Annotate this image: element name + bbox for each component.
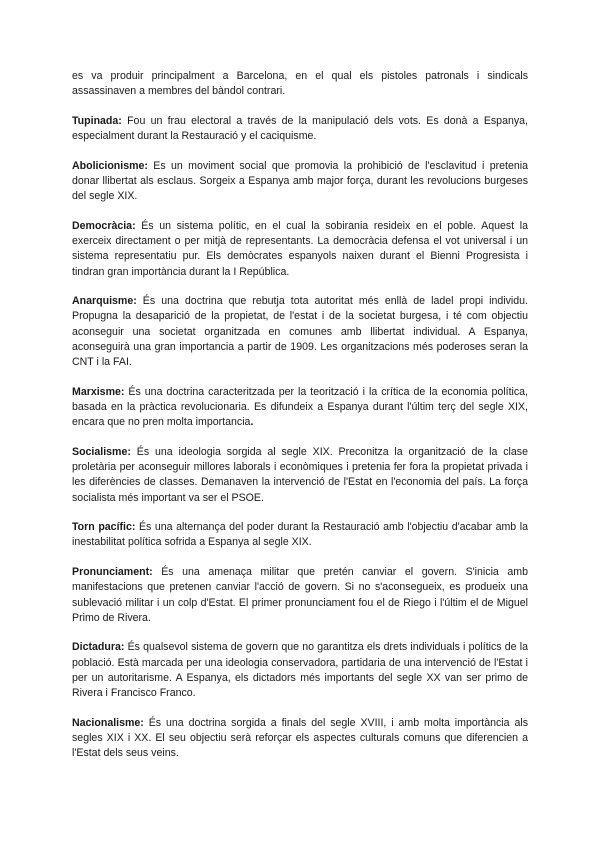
entry-term: Abolicionisme: <box>72 159 148 172</box>
entry-pronunciament <box>72 565 528 626</box>
entry-term: Torn pacífic: <box>72 521 136 534</box>
entry-term: Socialisme: <box>72 445 131 458</box>
entry-tail: . <box>250 416 254 429</box>
entry-term: Anarquisme: <box>72 295 137 308</box>
document-page <box>72 69 528 776</box>
entry-torn-pacific <box>72 520 528 551</box>
entry-definition: Fou un frau electoral a través de la manipulació dels vots. Es donà a Espanya, especialment durant la Restauració y el caciquisme. <box>72 114 528 143</box>
entry-term: Dictadura: <box>72 641 125 654</box>
entry-term: Tupinada: <box>72 114 122 127</box>
entry-anarquisme <box>72 294 528 370</box>
entry-definition: Es un moviment social que promovia la prohibició de l'esclavitud i pretenia donar llibertat als esclaus. Sorgeix a Espanya amb major força, durant les revolucions burgeses del segle XIX. <box>72 159 528 203</box>
entry-definition: És una doctrina sorgida a finals del segle XVIII, i amb molta importància als segles XIX i XX. El seu objectiu serà reforçar els aspectes culturals comuns que diferencien a l'Estat dels seus veins. <box>72 716 528 760</box>
entry-nacionalisme <box>72 716 528 762</box>
entry-democracia <box>72 219 528 280</box>
entry-term: Democràcia: <box>72 219 136 232</box>
intro-paragraph: es va produir principalment a Barcelona, en el qual els pistoles patronals i sindicals assassinaven a membres del bàndol contrari. <box>72 70 528 98</box>
entry-term: Marxisme: <box>72 385 125 398</box>
entry-definition: És una amenaça militar que pretén canviar el govern. S'inicia amb manifestacions que pretenen canviar l'acció de govern. Si no s'aconsegueix, es produeix una sublevació militar i un colp d'Estat. El primer pronunciament fou el de Riego i l'últim el de Miguel Primo de Rivera. <box>72 565 528 624</box>
entry-definition: És una doctrina que rebutja tota autoritat més enllà de ladel propi individu. Propugna la desaparició de la propietat, de l'estat i de la societat burgesa, i té com objectiu aconseguir una societat organitzada en comunes amb llibertat individual. A Espanya, aconseguirà una gran importancia a partir de 1909. Les organitzacions més poderoses seran la CNT i la FAI. <box>72 295 528 369</box>
entry-definition: És una doctrina caracteritzada per la teorització i la crítica de la economia política, basada en la pràctica revolucionaria. Es difundeix a Espanya durant l'últim terç del segle XIX, encara que no pren molta importancia <box>72 385 528 429</box>
entry-definition: És qualsevol sistema de govern que no garantitza els drets individuals i polítics de la població. Està marcada per una ideologia conservadora, partidaria de una intervenció de l'Estat i per un autoritarisme. A Espanya, els dictadors més importants del segle XX van ser primo de Rivera i Francisco Franco. <box>72 641 528 700</box>
entry-tupinada <box>72 114 528 145</box>
entry-marxisme <box>72 385 528 431</box>
entry-socialisme <box>72 445 528 506</box>
entry-dictadura <box>72 640 528 701</box>
entry-term: Pronunciament: <box>72 565 153 578</box>
entry-abolicionisme <box>72 159 528 205</box>
entry-definition: És una alternança del poder durant la Restauració amb l'objectiu d'acabar amb la inestabilitat política sofrida a Espanya al segle XIX. <box>72 521 528 549</box>
entry-definition: És un sistema polític, en el cual la sobirania resideix en el poble. Aquest la exerceix directament o per mitjà de representants. La democràcia defensa el vot universal i un sistema representatiu pur. Els demòcrates espanyols naixen durant el Bienni Progresista i tindran gran importància durant la I República. <box>72 219 528 278</box>
entry-term: Nacionalisme: <box>72 716 144 729</box>
entry-definition: És una ideologia sorgida al segle XIX. Preconitza la organització de la clase proletària per aconseguir millores laborals i econòmiques i pretenia fer fora la propietat privada i les diferències de classes. Demanaven la intervenció de l'Estat en l'economia del país. La força socialista més important va ser el PSOE. <box>72 445 528 504</box>
